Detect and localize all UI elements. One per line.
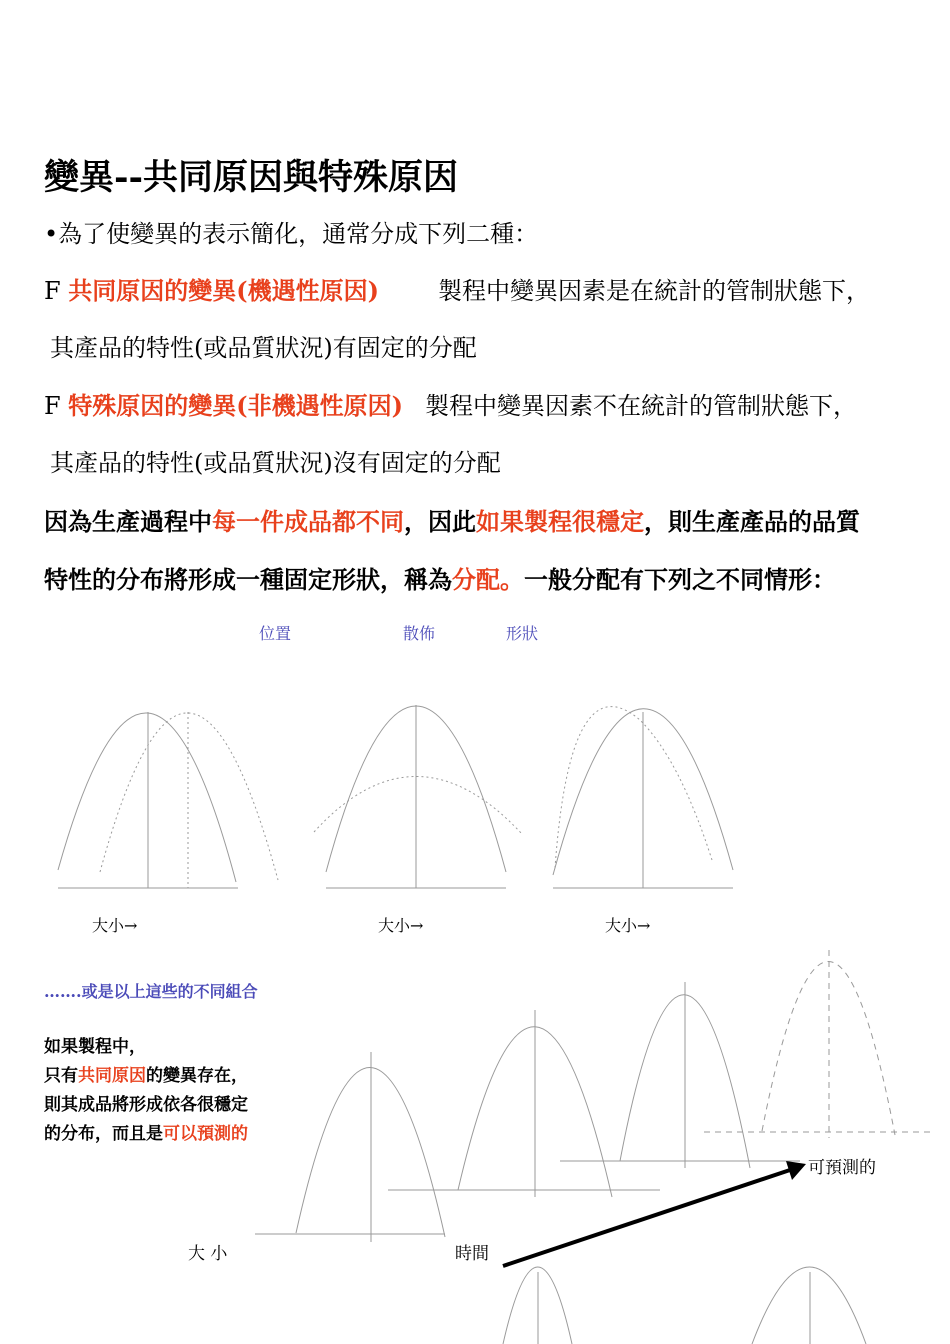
note-highlight: 可以預測的 <box>163 1124 248 1144</box>
common-cause-desc: 製程中變異因素是在統計的管制狀態下， <box>438 277 870 305</box>
note-text: 的分布，而且是 <box>44 1124 163 1144</box>
shifted-curve <box>100 713 278 880</box>
bullet-marker: F <box>44 392 69 420</box>
combination-note: …….或是以上這些的不同組合 <box>44 982 258 1001</box>
arrow-shaft <box>503 1170 790 1266</box>
note-text: 只有 <box>44 1066 78 1086</box>
wide-curve <box>314 776 522 834</box>
special-cause-desc2: 其產品的特性(或品質狀況)沒有固定的分配 <box>50 449 501 477</box>
note-line: 如果製程中， <box>44 1037 146 1057</box>
common-cause-desc2: 其產品的特性(或品質狀況)有固定的分配 <box>50 334 477 362</box>
para-text: ，則生產產品的品質 <box>644 507 860 536</box>
para-highlight: 如果製程很穩定 <box>476 507 644 536</box>
note-text: 的變異存在， <box>146 1066 248 1086</box>
special-cause-desc: 製程中變異因素不在統計的管制狀態下， <box>425 392 857 420</box>
skewed-curve <box>555 707 712 868</box>
size-axis-label: 大小→ <box>605 916 651 935</box>
size-axis-label: 大小→ <box>378 916 424 935</box>
para-highlight: 分配。 <box>452 565 524 594</box>
intro-text: •為了使變異的表示簡化，通常分成下列二種： <box>44 220 539 248</box>
spread-diagram <box>314 705 522 888</box>
label-position: 位置 <box>259 624 292 643</box>
para-text: ，因此 <box>404 507 476 536</box>
size-axis-label: 大小→ <box>92 916 138 935</box>
predictable-label: 可預測的 <box>808 1158 876 1178</box>
page-title: 變異--共同原因與特殊原因 <box>44 157 459 198</box>
distribution-curve <box>752 1267 866 1344</box>
predictable-process-diagram <box>255 950 935 1344</box>
note-highlight: 共同原因 <box>78 1066 146 1086</box>
note-line: 則其成品將形成依各很穩定 <box>44 1095 248 1115</box>
para-text: 特性的分布將形成一種固定形狀，稱為 <box>44 565 452 594</box>
para-text: 因為生產過程中 <box>44 507 212 536</box>
shape-diagram <box>553 707 733 888</box>
size-label: 大 小 <box>188 1244 228 1264</box>
position-diagram <box>58 712 278 888</box>
distribution-curve <box>58 713 236 882</box>
special-cause-label: 特殊原因的變異(非機遇性原因) <box>68 391 403 420</box>
bullet-marker: F <box>44 277 69 305</box>
time-label: 時間 <box>455 1244 489 1264</box>
prediction-arrow <box>503 1161 806 1266</box>
label-shape: 形狀 <box>506 624 539 643</box>
arrow-head <box>786 1161 806 1180</box>
label-spread: 散佈 <box>403 624 436 643</box>
para-text: 一般分配有下列之不同情形： <box>524 565 836 594</box>
common-cause-label: 共同原因的變異(機遇性原因) <box>68 276 379 305</box>
para-highlight: 每一件成品都不同 <box>212 507 404 536</box>
